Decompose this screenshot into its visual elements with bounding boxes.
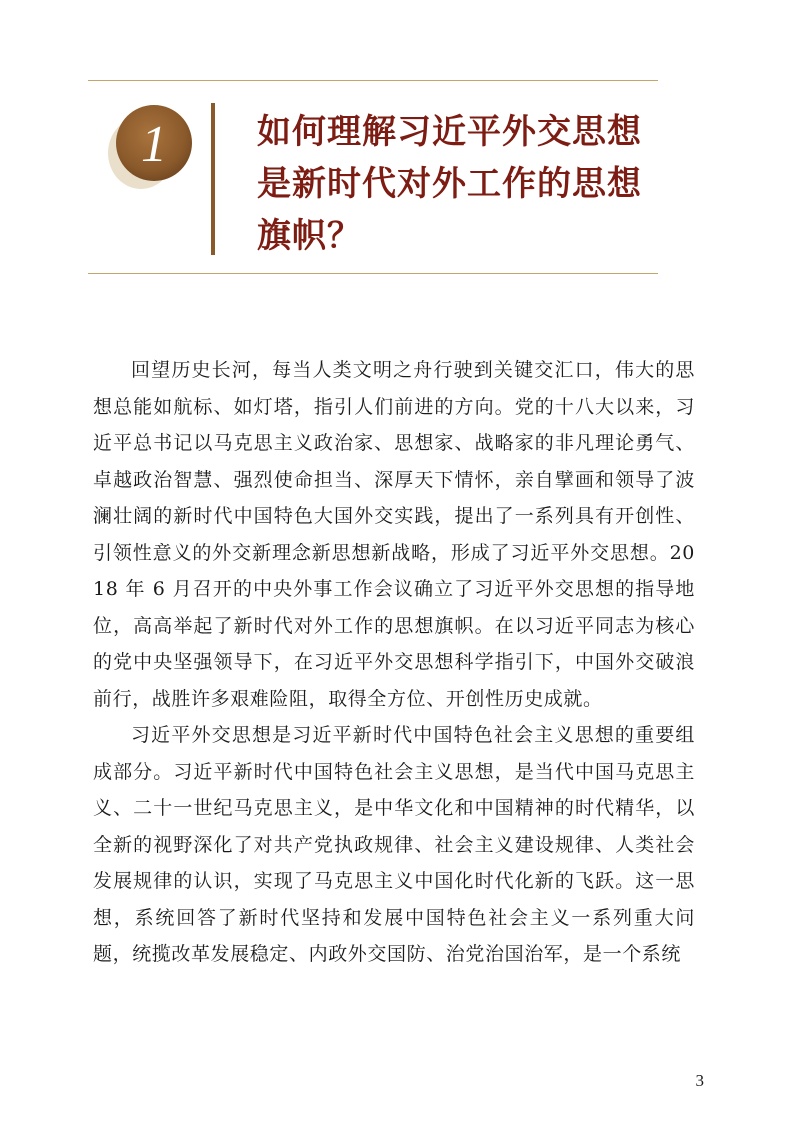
chapter-badge-circle (107, 97, 195, 195)
page-number: 3 (695, 1071, 704, 1090)
paragraph: 习近平外交思想是习近平新时代中国特色社会主义思想的重要组成部分。习近平新时代中国特色社会主义思想，是当代中国马克思主义、二十一世纪马克思主义，是中华文化和中国精神的时代精华，以全新的视野深化了对共产党执政规律、社会主义建设规律、人类社会发展规律的认识，实现了马克思主义中国化时代化新的飞跃。这一思想，系统回答了新时代坚持和发展中国特色社会主义一系列重大问题，统揽改革发展稳定、内政外交国防、治党治国治军，是一个系统 (93, 724, 695, 965)
top-divider (88, 80, 658, 81)
chapter-title-line: 旗帜？ (257, 216, 362, 256)
title-accent-bar (211, 103, 215, 255)
bottom-divider (88, 273, 658, 274)
paragraph: 回望历史长河，每当人类文明之舟行驶到关键交汇口，伟大的思想总能如航标、如灯塔，指引人们前进的方向。党的十八大以来，习近平总书记以马克思主义政治家、思想家、战略家的非凡理论勇气、卓越政治智慧、强烈使命担当、深厚天下情怀，亲自擘画和领导了波澜壮阔的新时代中国特色大国外交实践，提出了一系列具有开创性、引领性意义的外交新理念新思想新战略，形成了习近平外交思想。2018 年 6 月召开的中央外事工作会议确立了习近平外交思想的指导地位，高高举起了新时代对外工作的思想旗帜。在以习近平同志为核心的党中央坚强领导下，在习近平外交思想科学指引下，中国外交破浪前行，战胜许多艰难险阻，取得全方位、开创性历史成就。 (93, 359, 695, 710)
chapter-title (257, 106, 677, 262)
chapter-number: 1 (141, 116, 167, 173)
chapter-title-line: 如何理解习近平外交思想 (257, 112, 642, 152)
chapter-number-badge (107, 97, 195, 195)
chapter-title-line: 是新时代对外工作的思想 (257, 164, 642, 204)
body-text (93, 352, 695, 973)
